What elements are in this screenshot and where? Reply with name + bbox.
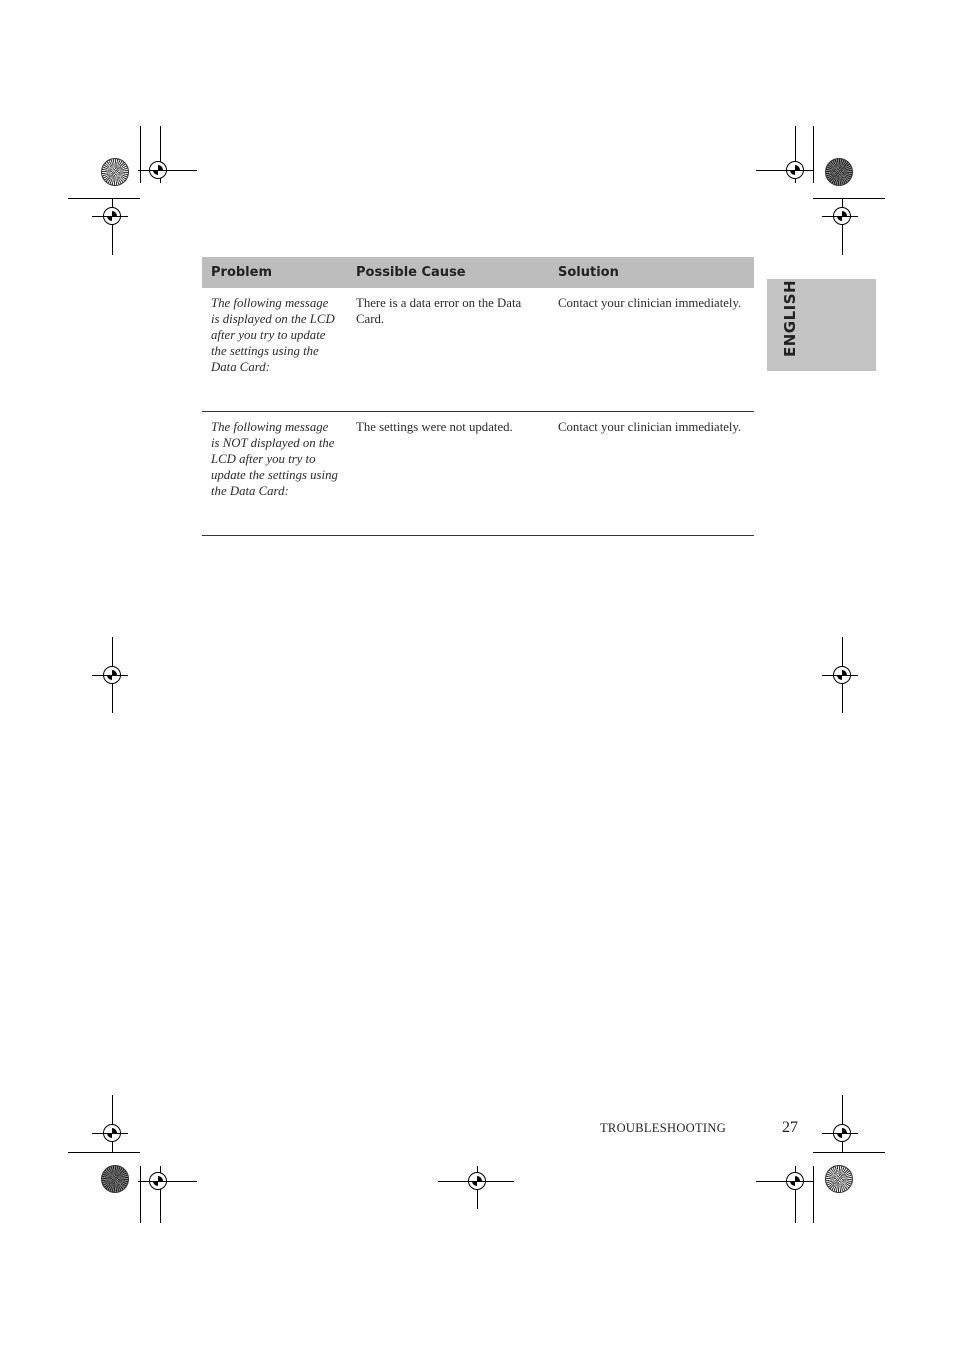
registration-mark-icon <box>103 1124 121 1142</box>
cause-cell: The settings were not updated. <box>347 412 549 536</box>
registration-mark-icon <box>468 1172 486 1190</box>
language-tab-label: ENGLISH <box>781 279 799 357</box>
registration-mark-icon <box>149 1172 167 1190</box>
crop-mark <box>140 1166 141 1223</box>
color-bar-icon <box>101 1165 129 1193</box>
table-header-row <box>202 257 754 288</box>
registration-mark-icon <box>833 1124 851 1142</box>
registration-mark-icon <box>833 207 851 225</box>
color-bar-icon <box>825 1165 853 1193</box>
page-number: 27 <box>782 1119 798 1136</box>
crop-mark <box>813 1152 885 1153</box>
crop-mark <box>813 1166 814 1223</box>
registration-mark-icon <box>833 666 851 684</box>
header-solution: Solution <box>549 257 754 288</box>
troubleshooting-table <box>202 257 754 536</box>
crop-mark <box>813 126 814 183</box>
color-bar-icon <box>101 158 129 186</box>
crop-mark <box>813 198 885 199</box>
registration-mark-icon <box>786 1172 804 1190</box>
problem-cell: The following message is NOT displayed on the LCD after you try to update the settings using the Data Card: <box>202 412 347 536</box>
problem-cell: The following message is displayed on the LCD after you try to update the settings using the Data Card: <box>202 288 347 412</box>
table-row <box>202 412 754 536</box>
header-problem: Problem <box>202 257 347 288</box>
header-possible-cause: Possible Cause <box>347 257 549 288</box>
solution-cell: Contact your clinician immediately. <box>549 412 754 536</box>
solution-cell: Contact your clinician immediately. <box>549 288 754 412</box>
table-row <box>202 288 754 412</box>
cause-cell: There is a data error on the Data Card. <box>347 288 549 412</box>
registration-mark-icon <box>103 666 121 684</box>
registration-mark-icon <box>149 161 167 179</box>
crop-mark <box>140 126 141 183</box>
crop-mark <box>68 198 140 199</box>
color-bar-icon <box>825 158 853 186</box>
footer-section-title: TROUBLESHOOTING <box>600 1121 727 1135</box>
language-tab <box>767 279 876 371</box>
crop-mark <box>68 1152 140 1153</box>
registration-mark-icon <box>103 207 121 225</box>
registration-mark-icon <box>786 161 804 179</box>
